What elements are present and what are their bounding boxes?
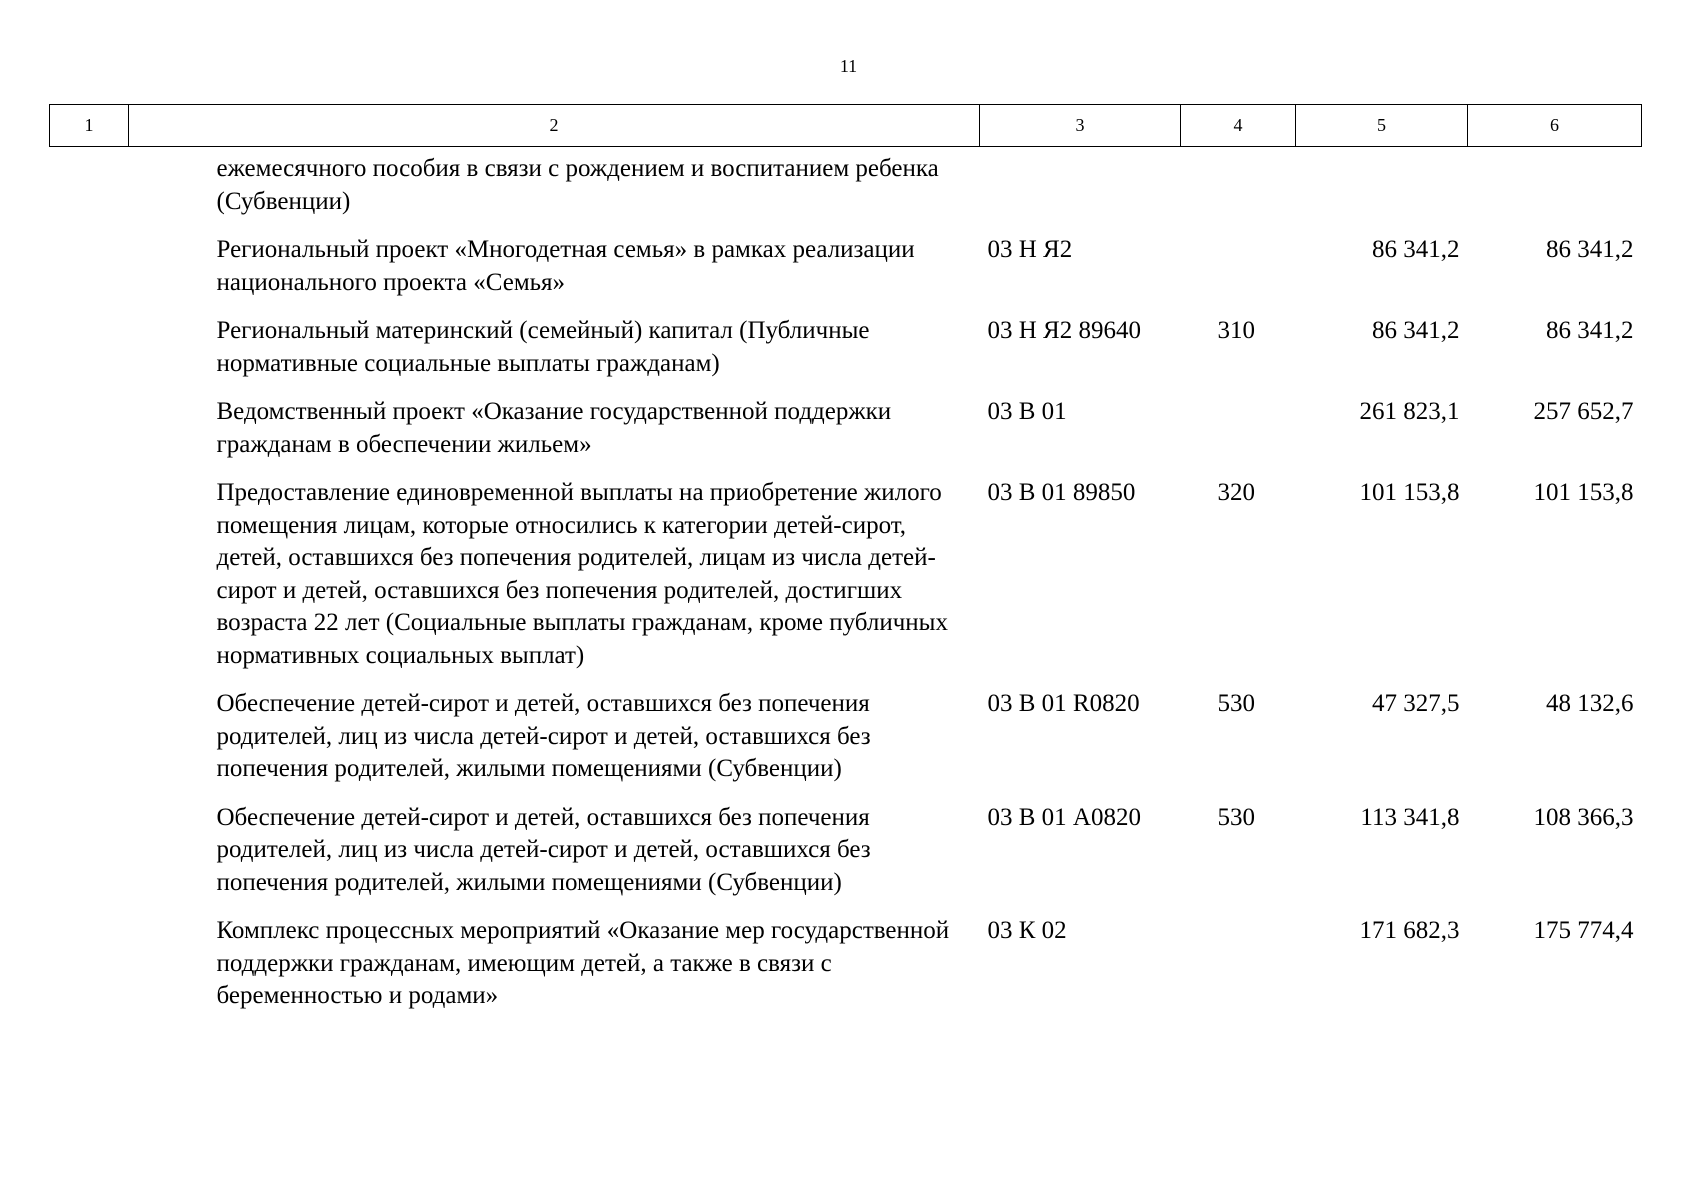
row-value-col6: 86 341,2 [1546,317,1634,344]
row-value-col5: 113 341,8 [1360,803,1460,831]
row-number-cell [50,396,129,477]
row-name: Предоставление единовременной выплаты на приобретение жилого помещения лицам, которые относились к категории детей-сирот, детей, оставшихся без попечения родителей, лицам из числа детей-сирот и детей, оставшихся без попечения родителей, достигших возраста 22 лет (Социальные выплаты гражданам, кроме публичных нормативных социальных выплат) [216,479,948,669]
row-value-col5: 86 341,2 [1372,236,1460,263]
column-header-2: 2 [129,105,980,147]
row-value-col5: 171 682,3 [1359,917,1460,944]
row-type: 320 [1217,479,1255,506]
table-row [50,396,1642,477]
table-row [50,315,1642,396]
row-value-col6: 257 652,7 [1533,398,1634,425]
row-value-col5: 261 823,1 [1359,398,1460,425]
row-type: 310 [1217,317,1255,344]
row-name: Ведомственный проект «Оказание государственной поддержки гражданам в обеспечении жильем» [216,398,892,458]
row-type [1181,915,1296,1029]
table-row [50,915,1642,1029]
row-value-col5: 101 153,8 [1359,479,1460,506]
row-number-cell [50,915,129,1029]
column-header-1: 1 [50,105,129,147]
row-number-cell [50,234,129,315]
row-code: 03 В 01 [987,398,1067,425]
row-type [1181,396,1296,477]
row-code: 03 В 01 R0820 [987,690,1140,717]
row-type [1181,234,1296,315]
row-name: Обеспечение детей-сирот и детей, оставшихся без попечения родителей, лиц из числа детей-сирот и детей, оставшихся без попечения родителей, жилыми помещениями (Субвенции) [216,690,871,782]
row-number-cell [50,147,129,235]
page-number: 11 [839,56,858,76]
table-row [50,234,1642,315]
row-code: 03 Н Я2 [987,236,1073,263]
row-name: Обеспечение детей-сирот и детей, оставшихся без попечения родителей, лиц из числа детей-сирот и детей, оставшихся без попечения родителей, жилыми помещениями (Субвенции) [216,803,871,896]
row-value-col6: 86 341,2 [1546,236,1634,263]
row-name: Региональный проект «Многодетная семья» в рамках реализации национального проекта «Семья» [216,236,915,296]
table-row [50,147,1642,235]
row-type [1181,147,1296,235]
table-row [50,802,1642,916]
row-type: 530 [1217,690,1255,717]
row-code: 03 В 01 89850 [987,479,1136,506]
row-value-col5: 47 327,5 [1372,690,1460,717]
row-value-col6: 101 153,8 [1533,479,1634,506]
row-value-col5 [1296,147,1468,235]
row-code: 03 К 02 [987,917,1067,944]
budget-table [49,104,1642,1029]
row-value-col6 [1468,147,1642,235]
column-header-4: 4 [1181,105,1296,147]
row-number-cell [50,688,129,802]
row-name: ежемесячного пособия в связи с рождением и воспитанием ребенка (Субвенции) [216,155,939,215]
row-value-col6: 175 774,4 [1533,917,1634,944]
row-code: 03 Н Я2 89640 [987,317,1141,344]
table-row [50,688,1642,802]
row-value-col6: 108 366,3 [1533,803,1634,831]
row-name: Комплекс процессных мероприятий «Оказание мер государственной поддержки гражданам, имеющим детей, а также в связи с беременностью и родами» [216,917,950,1009]
row-number-cell [50,802,129,916]
column-header-3: 3 [980,105,1181,147]
row-value-col6: 48 132,6 [1546,690,1634,717]
header-row [50,105,1642,147]
row-number-cell [50,315,129,396]
row-value-col5: 86 341,2 [1372,317,1460,344]
row-type: 530 [1217,803,1255,831]
column-header-5: 5 [1296,105,1468,147]
row-code: 03 В 01 А0820 [987,803,1141,831]
row-code [980,147,1181,235]
column-header-6: 6 [1468,105,1642,147]
table-row [50,477,1642,688]
row-number-cell [50,477,129,688]
row-name: Региональный материнский (семейный) капитал (Публичные нормативные социальные выплаты гражданам) [216,317,870,377]
